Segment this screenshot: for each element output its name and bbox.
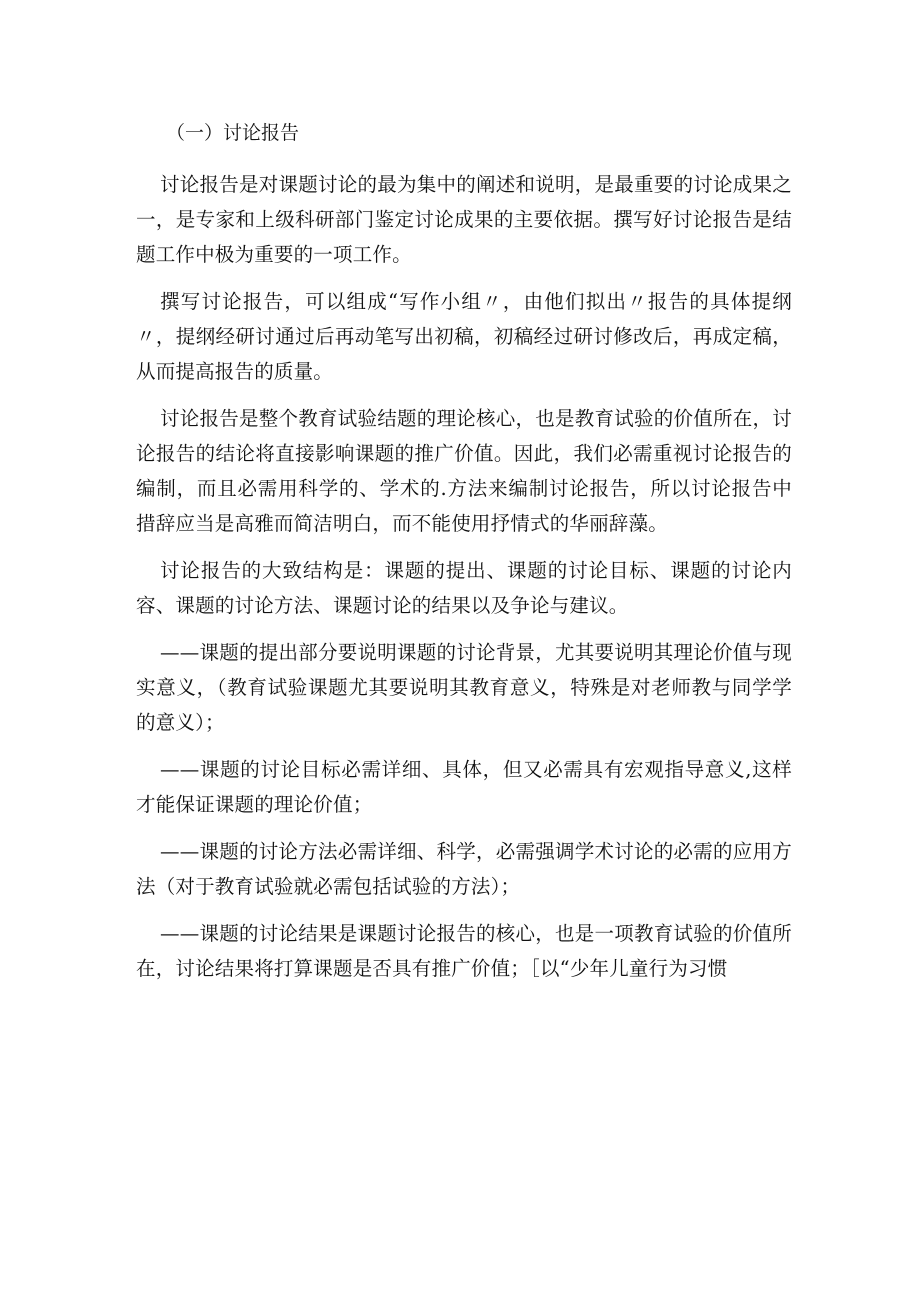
paragraph-writing-process: 撰写讨论报告，可以组成“写作小组〃，由他们拟出〃报告的具体提纲〃，提纲经研讨通过后再动笔写出初稿，初稿经过研讨修改后，再成定稿，从而提高报告的质量。 (136, 290, 792, 383)
paragraph-report-definition: 讨论报告是对课题讨论的最为集中的阐述和说明，是最重要的讨论成果之一，是专家和上级科研部门鉴定讨论成果的主要依据。撰写好讨论报告是结题工作中极为重要的一项工作。 (136, 173, 792, 266)
paragraph-topic-proposal: ——课题的提出部分要说明课题的讨论背景，尤其要说明其理论价值与现实意义，（教育试验课题尤其要说明其教育意义，特殊是对老师教与同学学的意义）； (136, 641, 792, 734)
paragraph-research-goals: ——课题的讨论目标必需详细、具体，但又必需具有宏观指导意义,这样才能保证课题的理论价值； (136, 758, 792, 816)
paragraph-research-results: ——课题的讨论结果是课题讨论报告的核心，也是一项教育试验的价值所在，讨论结果将打算课题是否具有推广价值；［以“少年儿童行为习惯 (136, 922, 792, 980)
paragraph-structure: 讨论报告的大致结构是：课题的提出、课题的讨论目标、课题的讨论内容、课题的讨论方法、课题讨论的结果以及争论与建议。 (136, 559, 792, 617)
paragraph-research-methods: ——课题的讨论方法必需详细、科学，必需强调学术讨论的必需的应用方法（对于教育试验就必需包括试验的方法）； (136, 840, 792, 898)
section-heading: （一）讨论报告 (166, 122, 300, 144)
paragraph-theory-core: 讨论报告是整个教育试验结题的理论核心，也是教育试验的价值所在，讨论报告的结论将直接影响课题的推广价值。因此，我们必需重视讨论报告的编制，而且必需用科学的、学术的.方法来编制讨论报告，所以讨论报告中措辞应当是高雅而简洁明白，而不能使用抒情式的华丽辞藻。 (136, 407, 792, 535)
document-body (136, 118, 792, 998)
